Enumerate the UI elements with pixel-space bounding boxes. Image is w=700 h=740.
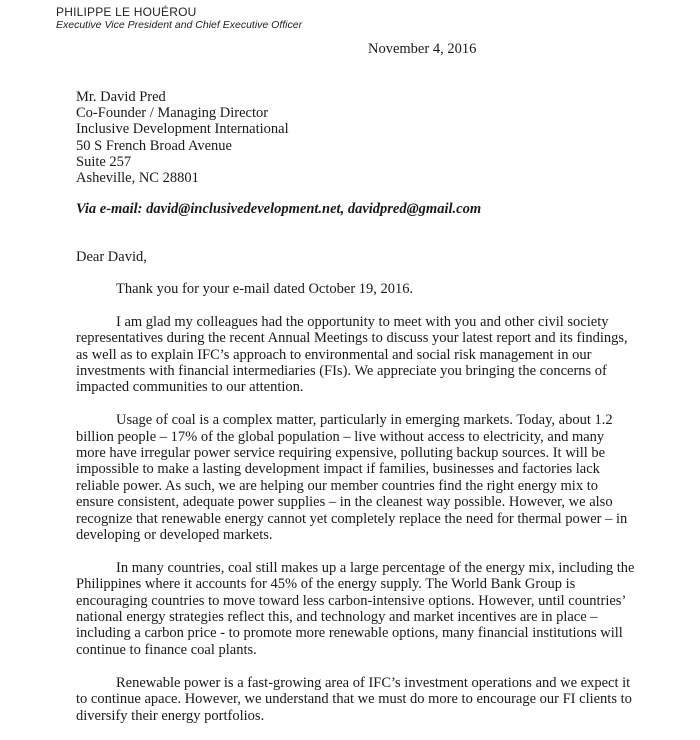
body-paragraph: I am glad my colleagues had the opportunity to meet with you and other civil society representatives during the recent Annual Meetings to discuss your latest report and its findings, as well as to explain IFC’s approach to environmental and social risk management in our investments with financial intermediaries (FIs). We appreciate you bringing the concerns of impacted communities to our attention. bbox=[76, 313, 628, 396]
letter-date: November 4, 2016 bbox=[368, 41, 477, 57]
recipient-line: Asheville, NC 28801 bbox=[76, 170, 199, 187]
letterhead bbox=[56, 5, 302, 32]
via-email-line: Via e-mail: david@inclusivedevelopment.net, davidpred@gmail.com bbox=[76, 201, 482, 217]
recipient-address bbox=[76, 89, 289, 186]
salutation: Dear David, bbox=[76, 249, 147, 265]
recipient-line: 50 S French Broad Avenue bbox=[76, 137, 232, 154]
letter-body bbox=[76, 281, 636, 740]
recipient-line: Inclusive Development International bbox=[76, 121, 289, 138]
body-paragraph: Renewable power is a fast-growing area of IFC’s investment operations and we expect it to continue apace. However, we understand that we must do more to encourage our FI clients to diversify their energy portfolios. bbox=[76, 674, 632, 724]
body-paragraph: Usage of coal is a complex matter, particularly in emerging markets. Today, about 1.2 billion people – 17% of the global population – live without access to electricity, and many more have irregular power service requiring expensive, polluting backup sources. It will be impossible to make a lasting development impact if families, businesses and factories lack reliable power. As such, we are helping our member countries find the right energy mix to ensure consistent, adequate power supplies – in the cleanest way possible. However, we also recognize that renewable energy cannot yet completely replace the need for thermal power – in developing or developed markets. bbox=[76, 412, 628, 544]
sender-name: PHILIPPE LE HOUÉROU bbox=[56, 5, 197, 19]
recipient-line: Suite 257 bbox=[76, 153, 132, 170]
recipient-line: Mr. David Pred bbox=[76, 89, 166, 105]
body-paragraph: Thank you for your e-mail dated October 19, 2016. bbox=[116, 281, 414, 297]
body-paragraph: In many countries, coal still makes up a large percentage of the energy mix, including the Philippines where it accounts for 45% of the energy supply. The World Bank Group is encouraging countries to move toward less carbon-intensive options. However, until countries’ national energy strategies reflect this, and technology and market incentives are in place – including a carbon price - to promote more renewable options, many financial institutions will continue to finance coal plants. bbox=[76, 559, 635, 658]
recipient-line: Co-Founder / Managing Director bbox=[76, 105, 269, 122]
sender-title: Executive Vice President and Chief Executive Officer bbox=[56, 19, 303, 31]
